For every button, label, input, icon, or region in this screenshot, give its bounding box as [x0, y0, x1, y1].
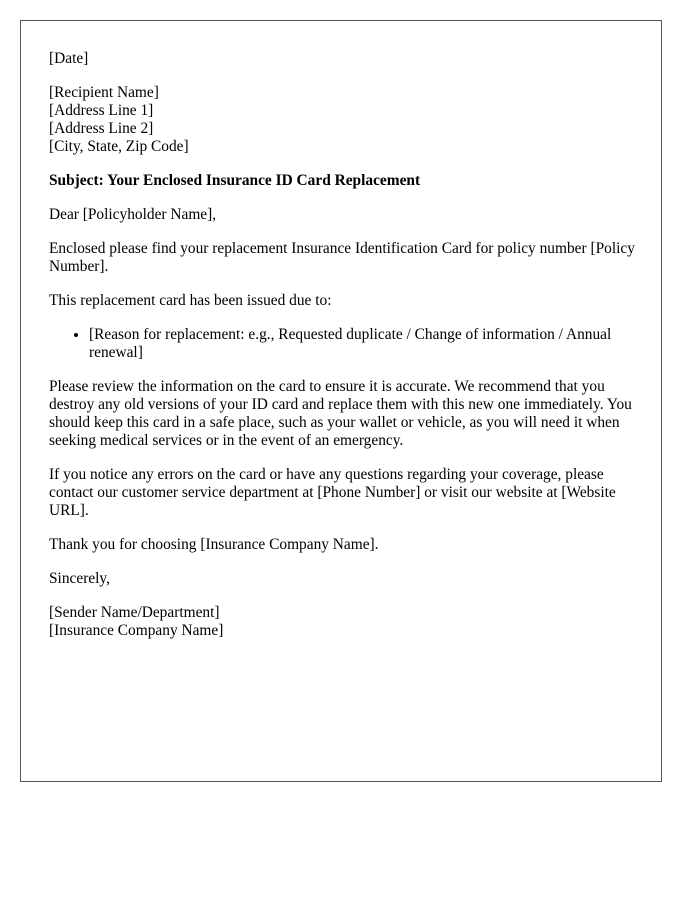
reason-list-item: • [Reason for replacement: e.g., Requested duplicate / Change of information / Annual renewal] — [89, 326, 639, 362]
recipient-address-line-2: [Address Line 2] — [49, 120, 154, 137]
letter-salutation: Dear [Policyholder Name], — [49, 206, 217, 223]
paragraph-enclosed: Enclosed please find your replacement Insurance Identification Card for policy number [Policy Number]. — [49, 240, 635, 275]
recipient-city-state-zip: [City, State, Zip Code] — [49, 138, 189, 155]
signature-block — [49, 604, 639, 640]
recipient-name: [Recipient Name] — [49, 84, 159, 101]
letter-closing: Sincerely, — [49, 570, 110, 587]
letter-subject: Subject: Your Enclosed Insurance ID Card Replacement — [49, 172, 421, 189]
signature-sender: [Sender Name/Department] — [49, 604, 220, 621]
letter-body — [49, 50, 639, 640]
paragraph-thanks: Thank you for choosing [Insurance Company Name]. — [49, 536, 379, 553]
letter-page — [20, 20, 662, 782]
reason-list — [49, 326, 639, 362]
signature-company: [Insurance Company Name] — [49, 622, 224, 639]
recipient-address-block — [49, 84, 639, 156]
paragraph-reason-intro: This replacement card has been issued due to: — [49, 292, 332, 309]
recipient-address-line-1: [Address Line 1] — [49, 102, 154, 119]
letter-date: [Date] — [49, 50, 89, 67]
paragraph-contact: If you notice any errors on the card or have any questions regarding your coverage, please contact our customer service department at [Phone Number] or visit our website at [Website URL]. — [49, 466, 616, 519]
paragraph-review: Please review the information on the card to ensure it is accurate. We recommend that you destroy any old versions of your ID card and replace them with this new one immediately. You should keep this card in a safe place, such as your wallet or vehicle, as you will need it when seeking medical services or in the event of an emergency. — [49, 378, 632, 449]
